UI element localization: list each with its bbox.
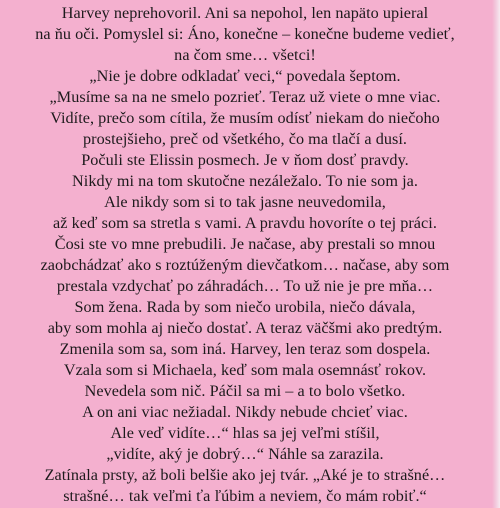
text-line: Vidíte, prečo som cítila, že musím odísť niekam do niečoho [50,109,440,127]
text-line: až keď som sa stretla s vami. A pravdu hovoríte o tej práci. [53,214,437,232]
text-line: Nikdy mi na tom skutočne nezáležalo. To nie som ja. [72,172,418,190]
text-line: na ňu oči. Pomyslel si: Áno, konečne – konečne budeme vedieť, [35,25,455,43]
text-line: „vidíte, aký je dobrý…“ Náhle sa zarazila. [106,445,384,463]
text-line: Som žena. Rada by som niečo urobila, niečo dávala, [74,298,416,316]
text-line: na čom sme… všetci! [174,46,316,64]
text-line: Počuli ste Elissin posmech. Je v ňom dosť pravdy. [81,151,409,169]
page-edge [492,0,500,508]
text-line: prestala vzdychať po záhradách… To už nie je pre mňa… [56,277,434,295]
text-line: zaobchádzať ako s roztúženým dievčatkom… načase, aby som [40,256,450,274]
text-line: „Nie je dobre odkladať veci,“ povedala šeptom. [89,67,401,85]
text-line: Vzala som si Michaela, keď som mala osemnásť rokov. [63,361,427,379]
text-line: Čosi ste vo mne prebudili. Je načase, aby prestali so mnou [54,235,436,253]
text-line: „Musíme sa na ne smelo pozrieť. Teraz už viete o mne viac. [49,88,441,106]
text-line: Ale nikdy som si to tak jasne neuvedomila, [104,193,386,211]
page-text [0,3,490,507]
text-line: Zatínala prsty, až boli belšie ako jej tvár. „Aké je to strašné… [44,466,446,484]
text-line: A on ani viac nežiadal. Nikdy nebude chcieť viac. [82,403,408,421]
text-line: strašné… tak veľmi ťa ľúbim a neviem, čo mám robiť.“ [63,487,427,505]
text-line: prostejšieho, preč od všetkého, čo ma tlačí a dusí. [83,130,407,148]
text-line: aby som mohla aj niečo dostať. A teraz väčšmi ako predtým. [47,319,443,337]
text-line: Zmenila som sa, som iná. Harvey, len teraz som dospela. [59,340,431,358]
text-line: Ale veď vidíte…“ hlas sa jej veľmi stíšil, [110,424,380,442]
text-line: Harvey neprehovoril. Ani sa nepohol, len napäto upieral [61,4,429,22]
text-line: Nevedela som nič. Páčil sa mi – a to bolo všetko. [84,382,406,400]
